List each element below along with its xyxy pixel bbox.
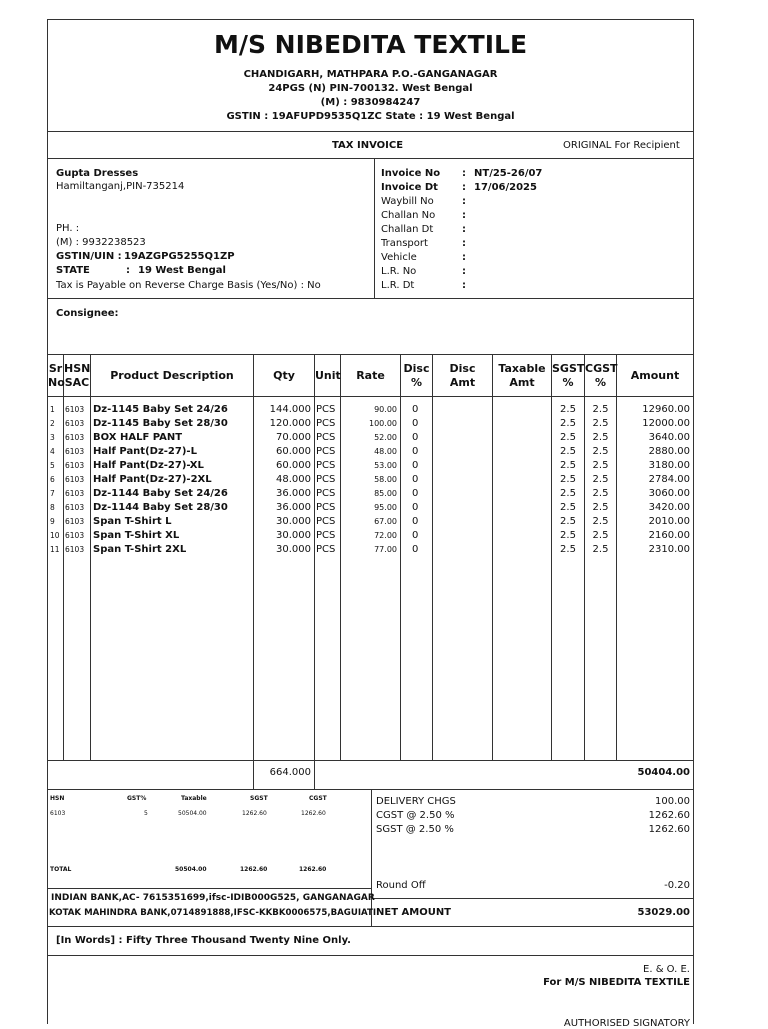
table-row (48, 417, 693, 431)
item-amount: 3640.00 (648, 432, 690, 443)
item-rate: 52.00 (374, 433, 397, 442)
item-rate: 67.00 (374, 517, 397, 526)
col-header-hsn-line1: HSN (64, 362, 91, 375)
item-hsn: 6103 (65, 419, 85, 428)
buyer-meta-divider (374, 158, 375, 298)
invoice-meta-colon: : (462, 266, 466, 277)
item-qty: 60.000 (276, 446, 311, 457)
item-sgst: 2.5 (560, 544, 576, 555)
item-sgst: 2.5 (560, 404, 576, 415)
item-cgst: 2.5 (592, 502, 609, 513)
divider-before-totals (47, 760, 694, 761)
buyer-state: 19 West Bengal (138, 265, 226, 276)
copy-label: ORIGINAL For Recipient (563, 140, 680, 151)
item-disc: 0 (412, 474, 419, 485)
table-row (48, 459, 693, 473)
item-amount: 2784.00 (648, 474, 690, 485)
charge-value: 1262.60 (648, 810, 690, 821)
company-gstin: GSTIN : 19AFUPD9535Q1ZC State : 19 West Bengal (226, 111, 515, 122)
bank-line1: INDIAN BANK,AC- 7615351699,ifsc-IDIB000G525, GANGANAGAR (51, 893, 375, 903)
item-qty: 48.000 (276, 474, 311, 485)
item-description: Dz-1145 Baby Set 28/30 (93, 418, 228, 429)
amount-in-words: [In Words] : Fifty Three Thousand Twenty Nine Only. (56, 935, 351, 946)
invoice-meta-colon: : (462, 280, 466, 291)
invoice-meta-label: Invoice No (381, 168, 441, 179)
item-sr: 6 (50, 475, 55, 484)
item-cgst: 2.5 (592, 418, 609, 429)
item-cgst: 2.5 (592, 488, 609, 499)
eoe-label: E. & O. E. (643, 964, 690, 975)
item-qty: 144.000 (269, 404, 311, 415)
item-cgst: 2.5 (592, 446, 609, 457)
item-amount: 2160.00 (648, 530, 690, 541)
company-address-line2: 24PGS (N) PIN-700132. West Bengal (268, 83, 473, 94)
item-cgst: 2.5 (592, 544, 609, 555)
item-unit: PCS (316, 488, 336, 499)
item-hsn: 6103 (65, 545, 85, 554)
item-disc: 0 (412, 516, 419, 527)
col-header-disc-amt (433, 362, 492, 390)
table-row (48, 403, 693, 417)
col-header-sr (48, 362, 63, 390)
item-qty: 70.000 (276, 432, 311, 443)
col-header-hsn-line2: SAC (64, 376, 90, 389)
table-row (48, 445, 693, 459)
item-sr: 4 (50, 447, 55, 456)
col-header-description: Product Description (110, 369, 234, 382)
invoice-meta-colon: : (462, 238, 466, 249)
col-header-taxable (493, 362, 551, 390)
table-row (48, 431, 693, 445)
item-rate: 85.00 (374, 489, 397, 498)
buyer-address: Hamiltanganj,PIN-735214 (56, 181, 185, 192)
item-disc: 0 (412, 432, 419, 443)
invoice-meta-colon: : (462, 168, 466, 179)
item-disc: 0 (412, 502, 419, 513)
item-rate: 58.00 (374, 475, 397, 484)
authorised-signatory: AUTHORISED SIGNATORY (563, 1018, 690, 1029)
item-description: Span T-Shirt 2XL (93, 544, 187, 555)
col-header-hsn (64, 362, 90, 390)
item-amount: 2010.00 (648, 516, 690, 527)
invoice-meta-label: Vehicle (381, 252, 417, 263)
company-name: M/S NIBEDITA TEXTILE (213, 30, 528, 59)
company-address-line1: CHANDIGARH, MATHPARA P.O.-GANGANAGAR (243, 69, 498, 80)
item-qty: 30.000 (276, 530, 311, 541)
tax-invoice-title: TAX INVOICE (332, 140, 404, 151)
col-header-disc-amt-line2: Amt (449, 376, 476, 389)
item-unit: PCS (316, 418, 336, 429)
divider-before-words (47, 926, 694, 927)
col-header-rate: Rate (356, 369, 385, 382)
item-rate: 53.00 (374, 461, 397, 470)
item-disc: 0 (412, 418, 419, 429)
item-sgst: 2.5 (560, 474, 576, 485)
item-unit: PCS (316, 446, 336, 457)
item-cgst: 2.5 (592, 404, 609, 415)
gst-row-taxable: 50504.00 (178, 810, 207, 817)
gst-row-cgst: 1262.60 (301, 810, 326, 817)
buyer-mobile: (M) : 9932238523 (56, 237, 146, 248)
gst-header-gst: GST% (127, 795, 147, 802)
item-qty: 60.000 (276, 460, 311, 471)
item-sr: 5 (50, 461, 55, 470)
buyer-state-label: STATE (56, 265, 90, 276)
divider-before-footer (47, 955, 694, 956)
net-amount-label: NET AMOUNT (376, 907, 452, 918)
frame-top-line (47, 19, 694, 20)
summary-divider (371, 789, 372, 926)
col-header-disc-line1: Disc (403, 362, 430, 375)
item-description: Dz-1144 Baby Set 28/30 (93, 502, 228, 513)
item-sr: 1 (50, 405, 55, 414)
invoice-meta-colon: : (462, 182, 466, 193)
item-unit: PCS (316, 530, 336, 541)
col-header-taxable-line2: Amt (509, 376, 535, 389)
item-cgst: 2.5 (592, 432, 609, 443)
col-header-sgst-line1: SGST (552, 362, 585, 375)
item-description: Half Pant(Dz-27)-XL (93, 460, 204, 471)
round-off-value: -0.20 (664, 880, 690, 891)
buyer-gstin: 19AZGPG5255Q1ZP (124, 251, 235, 262)
item-unit: PCS (316, 516, 336, 527)
item-qty: 36.000 (276, 488, 311, 499)
charge-value: 100.00 (655, 796, 690, 807)
divider-before-table (47, 354, 694, 355)
item-sgst: 2.5 (560, 418, 576, 429)
buyer-name: Gupta Dresses (56, 168, 139, 179)
invoice-meta-label: Invoice Dt (381, 182, 438, 193)
item-qty: 30.000 (276, 544, 311, 555)
gst-total-cgst: 1262.60 (299, 866, 327, 873)
col-header-cgst-line2: % (594, 376, 607, 389)
buyer-gstin-label: GSTIN/UIN : (56, 251, 122, 262)
item-cgst: 2.5 (592, 530, 609, 541)
item-description: Dz-1144 Baby Set 24/26 (93, 488, 228, 499)
col-header-disc-line2: % (410, 376, 423, 389)
item-sgst: 2.5 (560, 516, 576, 527)
round-off-label: Round Off (376, 880, 426, 891)
charge-label: SGST @ 2.50 % (376, 824, 454, 835)
item-amount: 2310.00 (648, 544, 690, 555)
divider-after-title (47, 158, 694, 159)
item-qty: 36.000 (276, 502, 311, 513)
item-sgst: 2.5 (560, 446, 576, 457)
item-unit: PCS (316, 474, 336, 485)
col-header-sgst-line2: % (562, 376, 574, 389)
table-row (48, 515, 693, 529)
col-header-taxable-line1: Taxable (498, 362, 546, 375)
gst-header-taxable: Taxable (181, 795, 207, 802)
gst-total-sgst: 1262.60 (240, 866, 268, 873)
table-row (48, 543, 693, 557)
item-hsn: 6103 (65, 447, 85, 456)
invoice-meta-colon: : (462, 196, 466, 207)
table-row (48, 529, 693, 543)
item-description: Dz-1145 Baby Set 24/26 (93, 404, 228, 415)
item-rate: 100.00 (369, 419, 397, 428)
item-hsn: 6103 (65, 405, 85, 414)
item-rate: 72.00 (374, 531, 397, 540)
item-disc: 0 (412, 488, 419, 499)
item-sgst: 2.5 (560, 502, 576, 513)
item-sr: 10 (50, 531, 60, 540)
item-unit: PCS (316, 404, 336, 415)
invoice-meta-value: 17/06/2025 (474, 182, 537, 193)
col-header-unit: Unit (315, 369, 341, 382)
col-header-sr-line1: Sr (48, 362, 63, 375)
col-header-sr-line2: No (48, 376, 65, 389)
table-row (48, 501, 693, 515)
item-hsn: 6103 (65, 517, 85, 526)
charge-label: DELIVERY CHGS (376, 796, 456, 807)
item-sgst: 2.5 (560, 488, 576, 499)
col-header-disc-amt-line1: Disc (449, 362, 476, 375)
invoice-meta-label: L.R. No (381, 266, 417, 277)
item-hsn: 6103 (65, 489, 85, 498)
item-qty: 120.000 (269, 418, 311, 429)
item-sr: 7 (50, 489, 55, 498)
item-sgst: 2.5 (560, 460, 576, 471)
item-amount: 12960.00 (642, 404, 690, 415)
gst-header-sgst: SGST (250, 795, 268, 802)
company-mobile: (M) : 9830984247 (320, 97, 421, 108)
item-disc: 0 (412, 544, 419, 555)
item-cgst: 2.5 (592, 516, 609, 527)
item-unit: PCS (316, 502, 336, 513)
item-amount: 3180.00 (648, 460, 690, 471)
item-hsn: 6103 (65, 503, 85, 512)
item-description: Half Pant(Dz-27)-L (93, 446, 197, 457)
item-cgst: 2.5 (592, 474, 609, 485)
item-hsn: 6103 (65, 433, 85, 442)
item-amount: 2880.00 (648, 446, 690, 457)
gst-total-label: TOTAL (50, 866, 72, 873)
total-amount: 50404.00 (637, 767, 690, 778)
item-description: Half Pant(Dz-27)-2XL (93, 474, 212, 485)
bank-line2: KOTAK MAHINDRA BANK,0714891888,IFSC-KKBK0006575,BAGUIATI (49, 908, 377, 918)
item-rate: 90.00 (374, 405, 397, 414)
consignee-label: Consignee: (56, 308, 119, 319)
table-row (48, 487, 693, 501)
gst-row-sgst: 1262.60 (242, 810, 267, 817)
buyer-ph: PH. : (56, 223, 80, 234)
item-amount: 3060.00 (648, 488, 690, 499)
charge-label: CGST @ 2.50 % (376, 810, 455, 821)
divider-before-consignee (47, 298, 694, 299)
table-row (48, 473, 693, 487)
col-header-cgst-line1: CGST (585, 362, 618, 375)
item-qty: 30.000 (276, 516, 311, 527)
charge-value: 1262.60 (648, 824, 690, 835)
divider-before-bank (47, 888, 371, 889)
col-header-cgst (585, 362, 616, 390)
invoice-meta-label: Challan Dt (381, 224, 434, 235)
col-header-qty: Qty (273, 369, 295, 382)
frame-right-line (693, 19, 694, 1024)
invoice-meta-value: NT/25-26/07 (474, 168, 543, 179)
gst-header-cgst: CGST (309, 795, 327, 802)
reverse-charge-note: Tax is Payable on Reverse Charge Basis (Yes/No) : No (56, 280, 321, 291)
item-sgst: 2.5 (560, 530, 576, 541)
item-amount: 12000.00 (642, 418, 690, 429)
item-disc: 0 (412, 530, 419, 541)
item-description: BOX HALF PANT (93, 432, 183, 443)
gst-total-taxable: 50504.00 (175, 866, 207, 873)
item-description: Span T-Shirt L (93, 516, 172, 527)
item-hsn: 6103 (65, 531, 85, 540)
net-amount-value: 53029.00 (637, 907, 690, 918)
item-unit: PCS (316, 544, 336, 555)
divider-before-net (371, 898, 694, 899)
item-amount: 3420.00 (648, 502, 690, 513)
col-header-amount: Amount (630, 369, 680, 382)
invoice-meta-label: Waybill No (381, 196, 434, 207)
item-sr: 11 (50, 545, 60, 554)
item-rate: 48.00 (374, 447, 397, 456)
gst-header-hsn: HSN (50, 795, 65, 802)
invoice-meta-label: Transport (381, 238, 428, 249)
col-header-disc (401, 362, 432, 390)
invoice-meta-colon: : (462, 210, 466, 221)
total-qty: 664.000 (269, 767, 311, 778)
invoice-meta-colon: : (462, 224, 466, 235)
invoice-meta-colon: : (462, 252, 466, 263)
item-description: Span T-Shirt XL (93, 530, 180, 541)
item-rate: 77.00 (374, 545, 397, 554)
gst-row-hsn: 6103 (50, 810, 66, 817)
divider-after-header (47, 131, 694, 132)
item-disc: 0 (412, 460, 419, 471)
item-unit: PCS (316, 432, 336, 443)
gst-row-gst: 5 (144, 810, 148, 817)
invoice-meta-label: Challan No (381, 210, 436, 221)
item-sr: 9 (50, 517, 55, 526)
item-sr: 8 (50, 503, 55, 512)
item-sr: 3 (50, 433, 55, 442)
item-unit: PCS (316, 460, 336, 471)
invoice-meta-label: L.R. Dt (381, 280, 415, 291)
item-disc: 0 (412, 404, 419, 415)
item-disc: 0 (412, 446, 419, 457)
divider-after-table-header (47, 396, 694, 397)
buyer-state-colon: : (126, 265, 130, 276)
item-rate: 95.00 (374, 503, 397, 512)
item-hsn: 6103 (65, 461, 85, 470)
item-sgst: 2.5 (560, 432, 576, 443)
item-sr: 2 (50, 419, 55, 428)
item-cgst: 2.5 (592, 460, 609, 471)
col-header-sgst (552, 362, 584, 390)
for-company-label: For M/S NIBEDITA TEXTILE (543, 977, 690, 988)
item-hsn: 6103 (65, 475, 85, 484)
